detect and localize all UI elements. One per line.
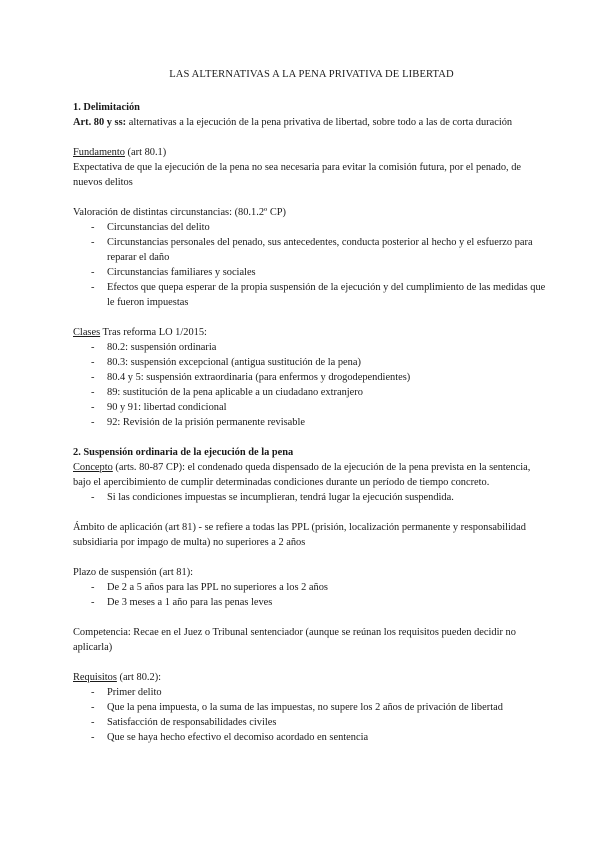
list-item: - Circunstancias personales del penado, sus antecedentes, conducta posterior al hecho y el esfuerzo para reparar el daño [73, 235, 550, 265]
fundamento-label: Fundamento [73, 147, 125, 158]
clases-line [73, 325, 550, 340]
list-item: - 80.4 y 5: suspensión extraordinaria (para enfermos y drogodependientes) [73, 370, 550, 385]
concepto-label: Concepto [73, 462, 113, 473]
list-item: - Primer delito [73, 685, 550, 700]
competencia-text: Competencia: Recae en el Juez o Tribunal sentenciador (aunque se reúnan los requisitos pueden decidir no aplicarla) [73, 627, 516, 653]
list-item: - 80.3: suspensión excepcional (antigua sustitución de la pena) [73, 355, 550, 370]
requisitos-ref: (art 80.2): [116, 672, 162, 683]
fundamento-ref: (art 80.1) [124, 147, 167, 158]
list-item: - Satisfacción de responsabilidades civiles [73, 715, 550, 730]
list-item: - Que la pena impuesta, o la suma de las impuestas, no supere los 2 años de privación de libertad [73, 700, 550, 715]
fundamento-text: Expectativa de que la ejecución de la pena no sea necesaria para evitar la comisión futura, por el penado, de nuevos delitos [73, 162, 522, 188]
list-item: - Si las condiciones impuestas se incumplieran, tendrá lugar la ejecución suspendida. [73, 490, 550, 505]
clases-label: Clases [73, 327, 101, 338]
list-item: - Que se haya hecho efectivo el decomiso acordado en sentencia [73, 730, 550, 745]
list-item: - Efectos que quepa esperar de la propia suspensión de la ejecución y del cumplimiento de las medidas que le fueron impuestas [73, 280, 550, 310]
fundamento-line [73, 145, 550, 160]
art-80-label: Art. 80 y ss: [73, 117, 127, 128]
requisitos-label: Requisitos [73, 672, 117, 683]
list-item: - 80.2: suspensión ordinaria [73, 340, 550, 355]
section-2-heading: 2. Suspensión ordinaria de la ejecución de la pena [73, 447, 294, 458]
valoracion-list [73, 220, 550, 310]
clases-list [73, 340, 550, 430]
art-80-text: alternativas a la ejecución de la pena privativa de libertad, sobre todo a las de corta duración [126, 117, 513, 128]
clases-text: Tras reforma LO 1/2015: [100, 327, 207, 338]
concepto-paragraph [73, 460, 550, 490]
list-item: - De 3 meses a 1 año para las penas leves [73, 595, 550, 610]
list-item: - Circunstancias familiares y sociales [73, 265, 550, 280]
concepto-text: (arts. 80-87 CP): el condenado queda dispensado de la ejecución de la pena prevista en la sentencia, bajo el apercibimiento de cumplir determinadas condiciones durante un período de tiempo concreto. [73, 462, 531, 488]
list-item: - 90 y 91: libertad condicional [73, 400, 550, 415]
section-1-heading: 1. Delimitación [73, 102, 140, 113]
list-item: - 92: Revisión de la prisión permanente revisable [73, 415, 550, 430]
plazo-list [73, 580, 550, 610]
document-title: LAS ALTERNATIVAS A LA PENA PRIVATIVA DE LIBERTAD [169, 69, 454, 80]
requisitos-line [73, 670, 550, 685]
list-item: - De 2 a 5 años para las PPL no superiores a los 2 años [73, 580, 550, 595]
concepto-list [73, 490, 550, 505]
ambito-text: Ámbito de aplicación (art 81) - se refiere a todas las PPL (prisión, localización permanente y responsabilidad subsidiaria por impago de multa) no superiores a 2 años [73, 522, 526, 548]
requisitos-list [73, 685, 550, 745]
list-item: - Circunstancias del delito [73, 220, 550, 235]
plazo-text: Plazo de suspensión (art 81): [73, 567, 194, 578]
valoracion-text: Valoración de distintas circunstancias: (80.1.2º CP) [73, 207, 287, 218]
art-80-paragraph [73, 115, 550, 130]
list-item: - 89: sustitución de la pena aplicable a un ciudadano extranjero [73, 385, 550, 400]
